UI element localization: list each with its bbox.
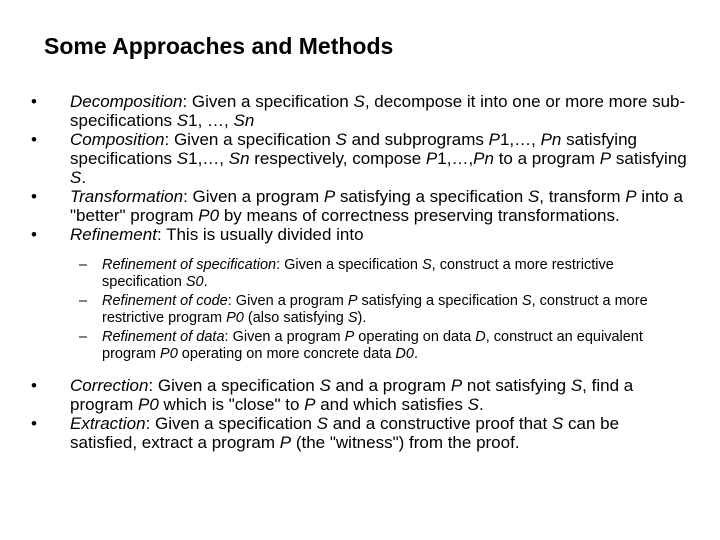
- bullet-marker: •: [31, 92, 37, 111]
- refinement-sublist: [0, 257, 720, 363]
- sub-bullet-refinement-code: – Refinement of code: Given a program P satisfying a specification S, construct a more restrictive program P0 (also satisfying S).: [79, 293, 648, 326]
- term: Refinement of data: [102, 329, 225, 345]
- term: Correction: [70, 376, 149, 395]
- bullet-list: [0, 92, 720, 452]
- term: Transformation: [70, 187, 184, 206]
- term: Extraction: [70, 414, 146, 433]
- term: Refinement of specification: [102, 257, 277, 273]
- term: Refinement: [70, 225, 157, 244]
- bullet-decomposition: • Decomposition: Given a specification S, decompose it into one or more more sub-specifications S1, …, Sn: [31, 92, 686, 130]
- bullet-composition: • Composition: Given a specification S and subprograms P1,…, Pn satisfying specifications S1,…, Sn respectively, compose P1,…,Pn to a program P satisfying S.: [31, 130, 687, 187]
- slide-title: Some Approaches and Methods: [44, 33, 394, 59]
- bullet-refinement: • Refinement: This is usually divided into: [31, 225, 364, 244]
- bullet-correction: • Correction: Given a specification S and a program P not satisfying S, find a program P0 which is "close" to P and which satisfies S.: [31, 376, 634, 414]
- bullet-marker: •: [31, 130, 37, 149]
- dash-marker: –: [79, 257, 88, 273]
- bullet-transformation: • Transformation: Given a program P satisfying a specification S, transform P into a "better" program P0 by means of correctness preserving transformations.: [31, 187, 683, 225]
- term: Refinement of code: [102, 293, 228, 309]
- dash-marker: –: [79, 293, 88, 309]
- bullet-marker: •: [31, 187, 37, 206]
- sub-bullet-refinement-spec: – Refinement of specification: Given a specification S, construct a more restrictive specification S0.: [79, 257, 614, 290]
- bullet-marker: •: [31, 376, 37, 395]
- sub-bullet-refinement-data: – Refinement of data: Given a program P operating on data D, construct an equivalent program P0 operating on more concrete data D0.: [79, 329, 643, 362]
- dash-marker: –: [79, 329, 88, 345]
- bullet-marker: •: [31, 414, 37, 433]
- term: Decomposition: [70, 92, 183, 111]
- bullet-extraction: • Extraction: Given a specification S and a constructive proof that S can be satisfied, extract a program P (the "witness") from the proof.: [31, 414, 620, 452]
- bullet-marker: •: [31, 225, 37, 244]
- term: Composition: [70, 130, 165, 149]
